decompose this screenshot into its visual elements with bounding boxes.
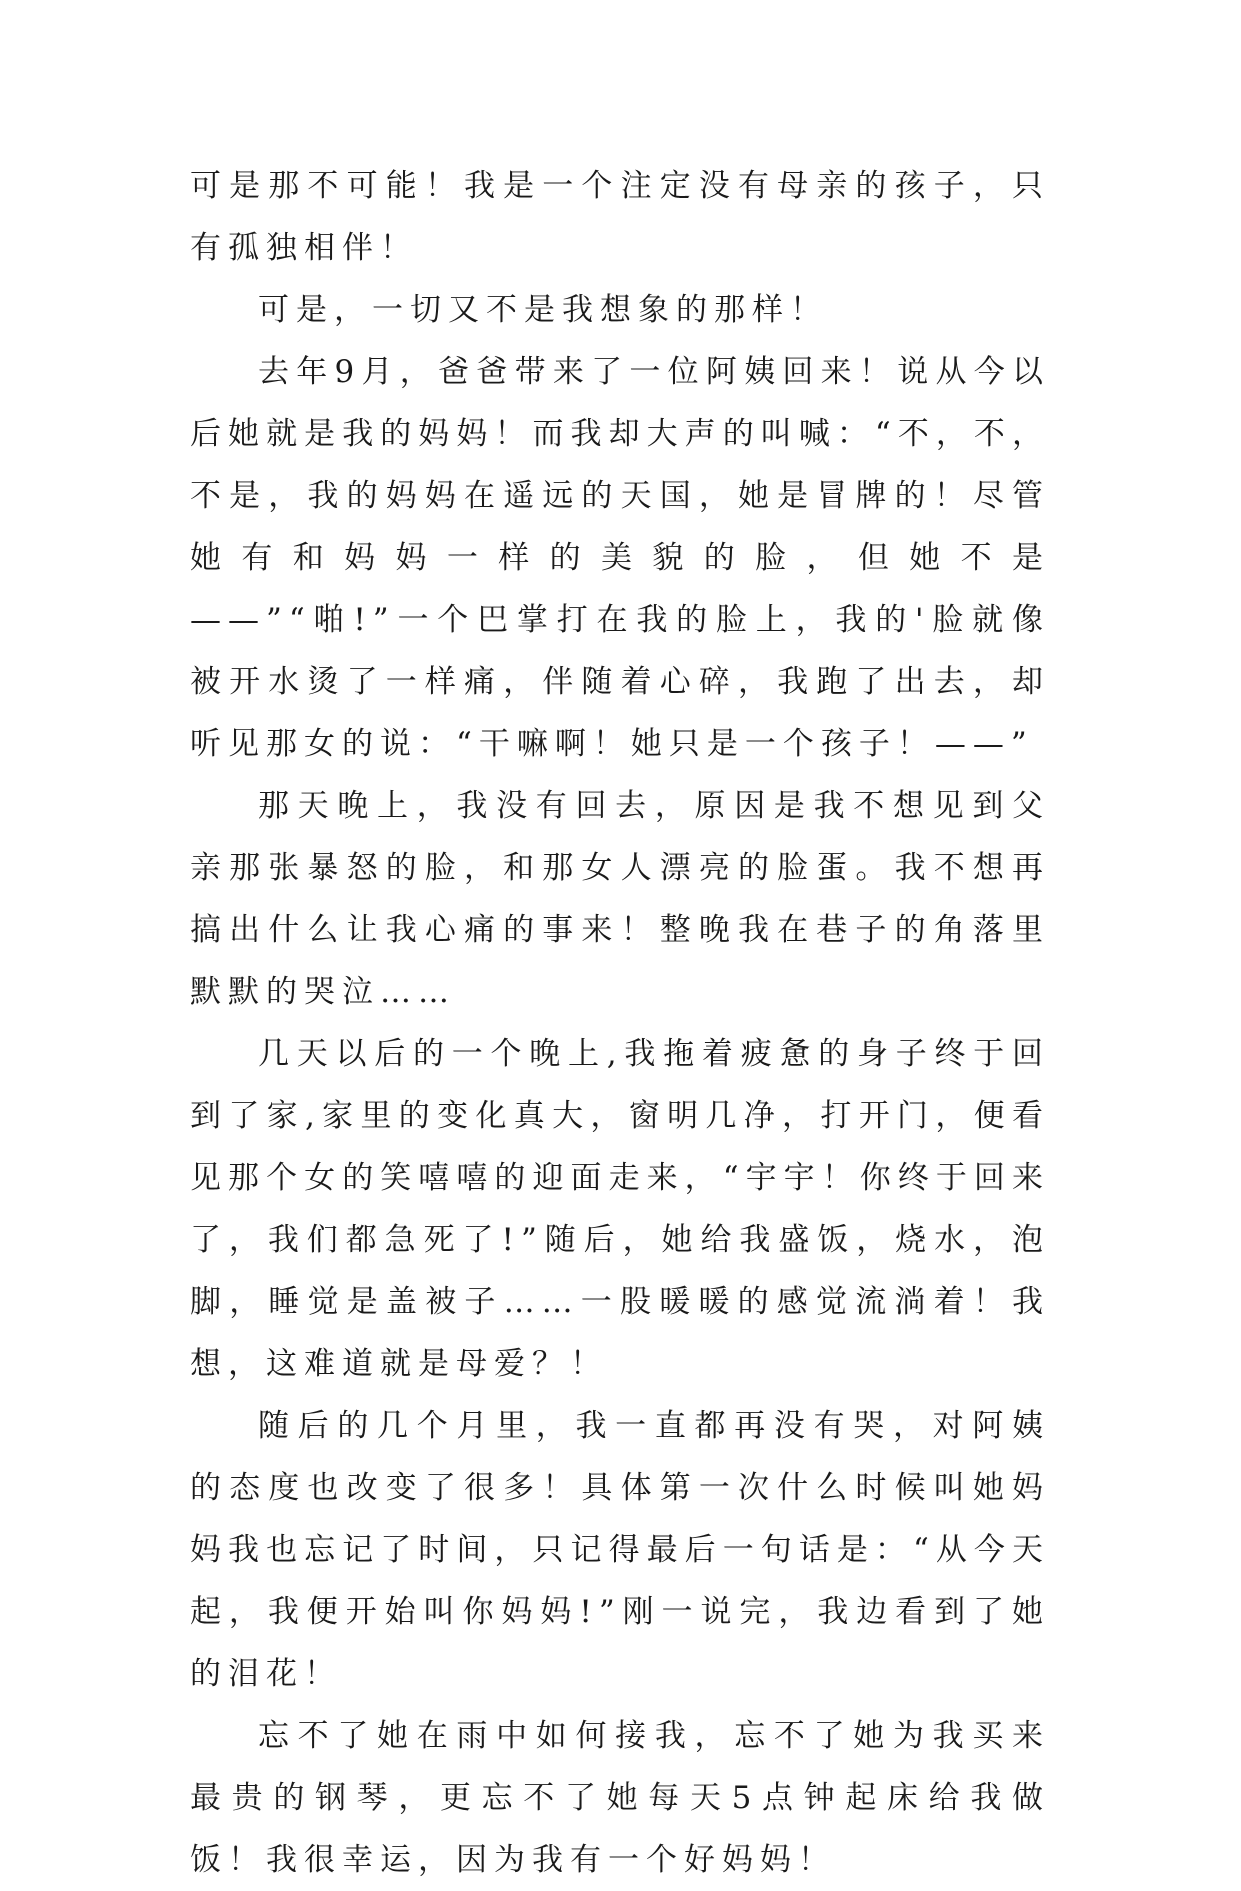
document-body [190,155,1050,1891]
paragraph-2: 可是，一切又不是我想象的那样！ [258,292,828,328]
paragraph-4: 那天晚上，我没有回去，原因是我不想见到父亲那张暴怒的脸，和那女人漂亮的脸蛋。我不想再搞出什么让我心痛的事来！整晚我在巷子的角落里默默的哭泣…… [190,788,1050,1010]
paragraph-3: 去年9月，爸爸带来了一位阿姨回来！说从今以后她就是我的妈妈！而我却大声的叫喊：“不，不，不是，我的妈妈在遥远的天国，她是冒牌的！尽管她有和妈妈一样的美貌的脸，但她不是——”“啪!”一个巴掌打在我的脸上，我的'脸就像被开水烫了一样痛，伴随着心碎，我跑了出去，却听见那女的说：“干嘛啊！她只是一个孩子！——” [190,354,1050,762]
paragraph-5: 几天以后的一个晚上,我拖着疲惫的身子终于回到了家,家里的变化真大，窗明几净，打开门，便看见那个女的笑嘻嘻的迎面走来，“宇宇！你终于回来了，我们都急死了!”随后，她给我盛饭，烧水，泡脚，睡觉是盖被子……一股暖暖的感觉流淌着！我想，这难道就是母爱？！ [190,1036,1050,1382]
paragraph-1: 可是那不可能！我是一个注定没有母亲的孩子，只有孤独相伴！ [190,168,1050,266]
paragraph-7: 忘不了她在雨中如何接我，忘不了她为我买来最贵的钢琴，更忘不了她每天5点钟起床给我做饭！我很幸运，因为我有一个好妈妈！ [190,1718,1050,1878]
paragraph-6: 随后的几个月里，我一直都再没有哭，对阿姨的态度也改变了很多！具体第一次什么时候叫她妈妈我也忘记了时间，只记得最后一句话是：“从今天起，我便开始叫你妈妈!”刚一说完，我边看到了她的泪花！ [190,1408,1050,1692]
